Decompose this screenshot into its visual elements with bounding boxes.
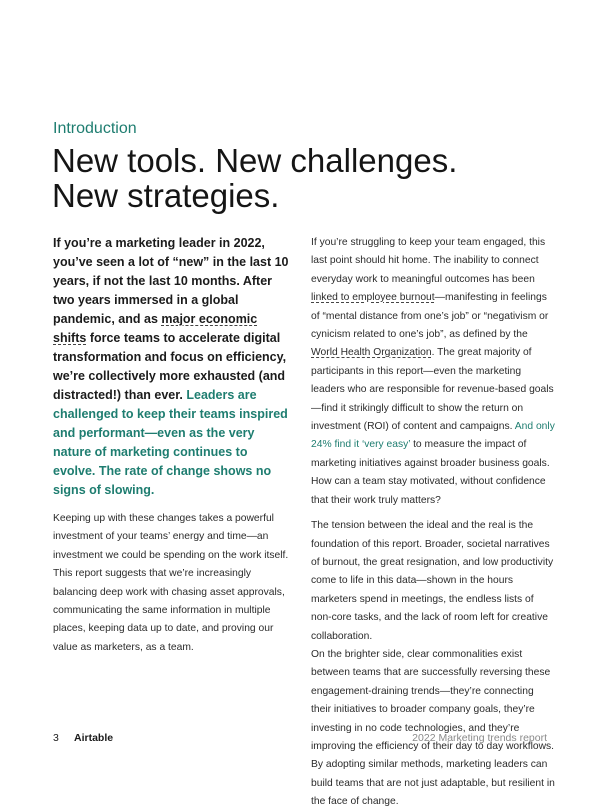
lede-highlight: Leaders are challenged to keep their teams inspired and performant—even as the very nature of marketing continues to evolve. The rate of change shows no signs of slowing. <box>53 388 288 497</box>
page-headline <box>52 143 552 213</box>
lede-text-b: force teams to accelerate digital transformation and focus on efficiency, we’re collectively more exhausted (and distracted!) than ever. <box>53 331 287 402</box>
brand-name: Airtable <box>74 732 114 744</box>
employee-burnout-link[interactable]: linked to employee burnout <box>311 292 435 304</box>
left-column <box>53 234 293 657</box>
world-health-organization-link[interactable]: World Health Organization <box>311 347 432 359</box>
p1-text-c: . The great majority of participants in this report—even the marketing leaders who are responsible for revenue-based goals—find it strikingly difficult to show the return on investment (ROI) of content and campaigns. <box>311 347 554 433</box>
major-economic-shifts-link[interactable]: major economic shifts <box>53 312 258 345</box>
left-body-paragraph: Keeping up with these changes takes a powerful investment of your teams’ energy and time—an investment we could be spending on the work itself. This report suggests that we’re increasingly balancing deep work with chasing asset approvals, communicating the same information in multiple places, keeping data up to date, and proving our value as marketers, as a team. <box>53 513 289 653</box>
headline-line-2: New strategies. <box>52 177 280 214</box>
p1-highlight: And only 24% find it ‘very easy’ <box>311 421 555 451</box>
p1-text-a: If you’re struggling to keep your team engaged, this last point should hit home. The inability to connect everyday work to meaningful outcomes has been <box>311 237 546 285</box>
p1-text-b: —manifesting in feelings of “mental distance from one’s job” or “negativism or cynicism related to one’s job”, as defined by the <box>311 292 549 341</box>
report-title: 2022 Marketing trends report <box>412 732 547 744</box>
right-paragraph-1 <box>311 234 556 510</box>
right-paragraph-3: On the brighter side, clear commonalities exist between teams that are successfully reversing these engagement-draining trends—they’re connecting their initiatives to broader company goals, they’re investing in no code technologies, and they’re improving the efficiency of their day to day workflows. By adopting similar methods, marketing leaders can build teams that are not just adaptable, but resilient in the face of change. <box>311 648 555 808</box>
page-number: 3 <box>53 732 59 744</box>
lede-paragraph <box>53 234 293 500</box>
p1-text-d: to measure the impact of marketing initiatives against broader business goals. How can a team stay motivated, without confidence that their work truly matters? <box>311 439 550 506</box>
headline-line-1: New tools. New challenges. <box>52 142 458 179</box>
section-label: Introduction <box>53 120 137 137</box>
right-column <box>311 234 556 812</box>
lede-text-a: If you’re a marketing leader in 2022, you’ve seen a lot of “new” in the last 10 years, if not the last 10 months. After two years immersed in a global pandemic, and as <box>53 236 289 326</box>
right-paragraph-2: The tension between the ideal and the real is the foundation of this report. Broader, societal narratives of burnout, the great resignation, and low productivity come to life in this data—shown in the hours marketers spend in meetings, the endless lists of non-core tasks, and the lack of room left for creative collaboration. <box>311 520 554 642</box>
